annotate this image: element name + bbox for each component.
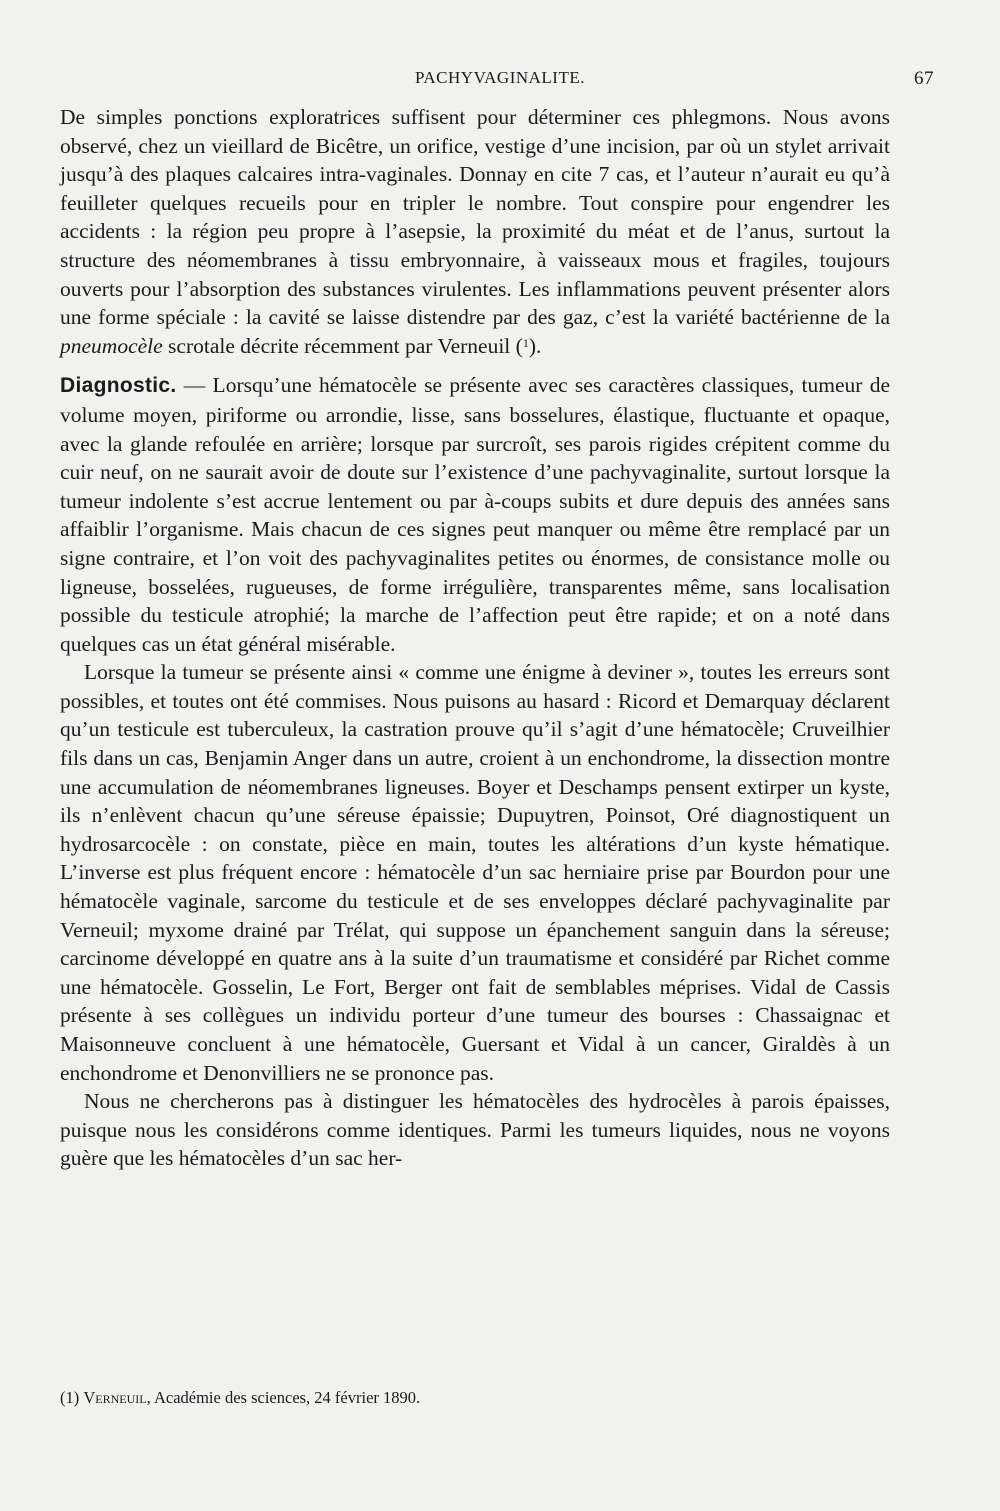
paragraph-1-text-cont: scrotale décrite récemment par Verneuil ( [162,333,523,358]
footnote-mark: (1) [60,1388,80,1407]
paragraph-1 [60,103,890,360]
paragraph-3: Lorsque la tumeur se présente ainsi « comme une énigme à deviner », toutes les erreurs sont possibles, et toutes ont été commises. Nous puisons au hasard : Ricord et Demarquay déclarent qu’un testicule est tuberculeux, la castration prouve qu’il s’agit d’une hématocèle; Cruveilhier fils dans un cas, Benjamin Anger dans un autre, croient à un enchondrome, la dissection montre une accumulation de néomembranes ligneuses. Boyer et Deschamps pensent extirper un kyste, ils n’enlèvent chacun qu’une séreuse épaissie; Dupuytren, Poinsot, Oré diagnostiquent un hydrosarcocèle : on constate, pièce en main, toutes les altérations d’un kyste hématique. L’inverse est plus fréquent encore : hématocèle d’un sac herniaire prise par Bourdon pour une hématocèle vaginale, sarcome du testicule et de ses enveloppes déclaré pachyvaginalite par Verneuil; myxome drainé par Trélat, qui suppose un épanchement sanguin dans la séreuse; carcinome développé en quatre ans à la suite d’un traumatisme et considéré par Richet comme une hématocèle. Gosselin, Le Fort, Berger ont fait de semblables méprises. Vidal de Cassis présente à ses collègues un individu porteur d’une tumeur des bourses : Chassaignac et Maisonneuve concluent à une hématocèle, Guersant et Vidal à un cancer, Giraldès à un enchondrome et Denonvilliers ne se prononce pas. [60,660,890,1085]
italic-term: pneumocèle [60,333,163,358]
running-title: PACHYVAGINALITE. [415,68,585,87]
paragraph-1-end: ). [528,333,542,358]
paragraph-2-text: — Lorsqu’une hématocèle se présente avec ses caractères classiques, tumeur de volume moyen, piriforme ou arrondie, lisse, sans bosselures, élastique, fluctuante et opaque, avec la glande refoulée en arrière; lorsque par surcroît, ses parois rigides crépitent comme du cuir neuf, on ne saurait avoir de doute sur l’existence d’une pachyvaginalite, surtout lorsque la tumeur indolente s’est accrue lentement ou par à-coups subits et dure depuis des années sans affaiblir l’organisme. Mais chacun de ces signes peut manquer ou même être remplacé par un signe contraire, et l’on voit des pachyvaginalites petites ou énormes, de consistance molle ou ligneuse, bosselées, rugueuses, de forme irrégulière, transparentes même, sans localisation possible du testicule atrophié; la marche de l’affection peut être rapide; et on a noté dans quelques cas un état général misérable. [60,373,890,656]
footnote-reference[interactable]: 1 [522,335,529,350]
section-heading: Diagnostic. [60,374,177,398]
body-text [60,103,890,1173]
footnote-author: Verneuil [83,1388,147,1407]
page-number: 67 [914,68,934,89]
paragraph-4: Nous ne chercherons pas à distinguer les hématocèles des hydrocèles à parois épaisses, puisque nous les considérons comme identiques. Parmi les tumeurs liquides, nous ne voyons guère que les hématocèles d’un sac her- [60,1089,890,1171]
footnote [60,1387,890,1409]
running-header [60,68,940,94]
footnote-text: , Académie des sciences, 24 février 1890. [146,1388,421,1407]
paragraph-2 [60,371,890,658]
paragraph-1-text: De simples ponctions exploratrices suffisent pour déterminer ces phlegmons. Nous avons observé, chez un vieillard de Bicêtre, un orifice, vestige d’une incision, par où un stylet arrivait jusqu’à des plaques calcaires intra-vaginales. Donnay en cite 7 cas, et l’auteur n’aurait eu qu’à feuilleter quelques recueils pour en tripler le nombre. Tout conspire pour engendrer les accidents : la région peu propre à l’asepsie, la proximité du méat et de l’anus, surtout la structure des néomembranes à tissu embryonnaire, à vaisseaux mous et fragiles, toujours ouverts pour l’absorption des substances virulentes. Les inflammations peuvent présenter alors une forme spéciale : la cavité se laisse distendre par des gaz, c’est la variété bactérienne de la [60,105,890,330]
